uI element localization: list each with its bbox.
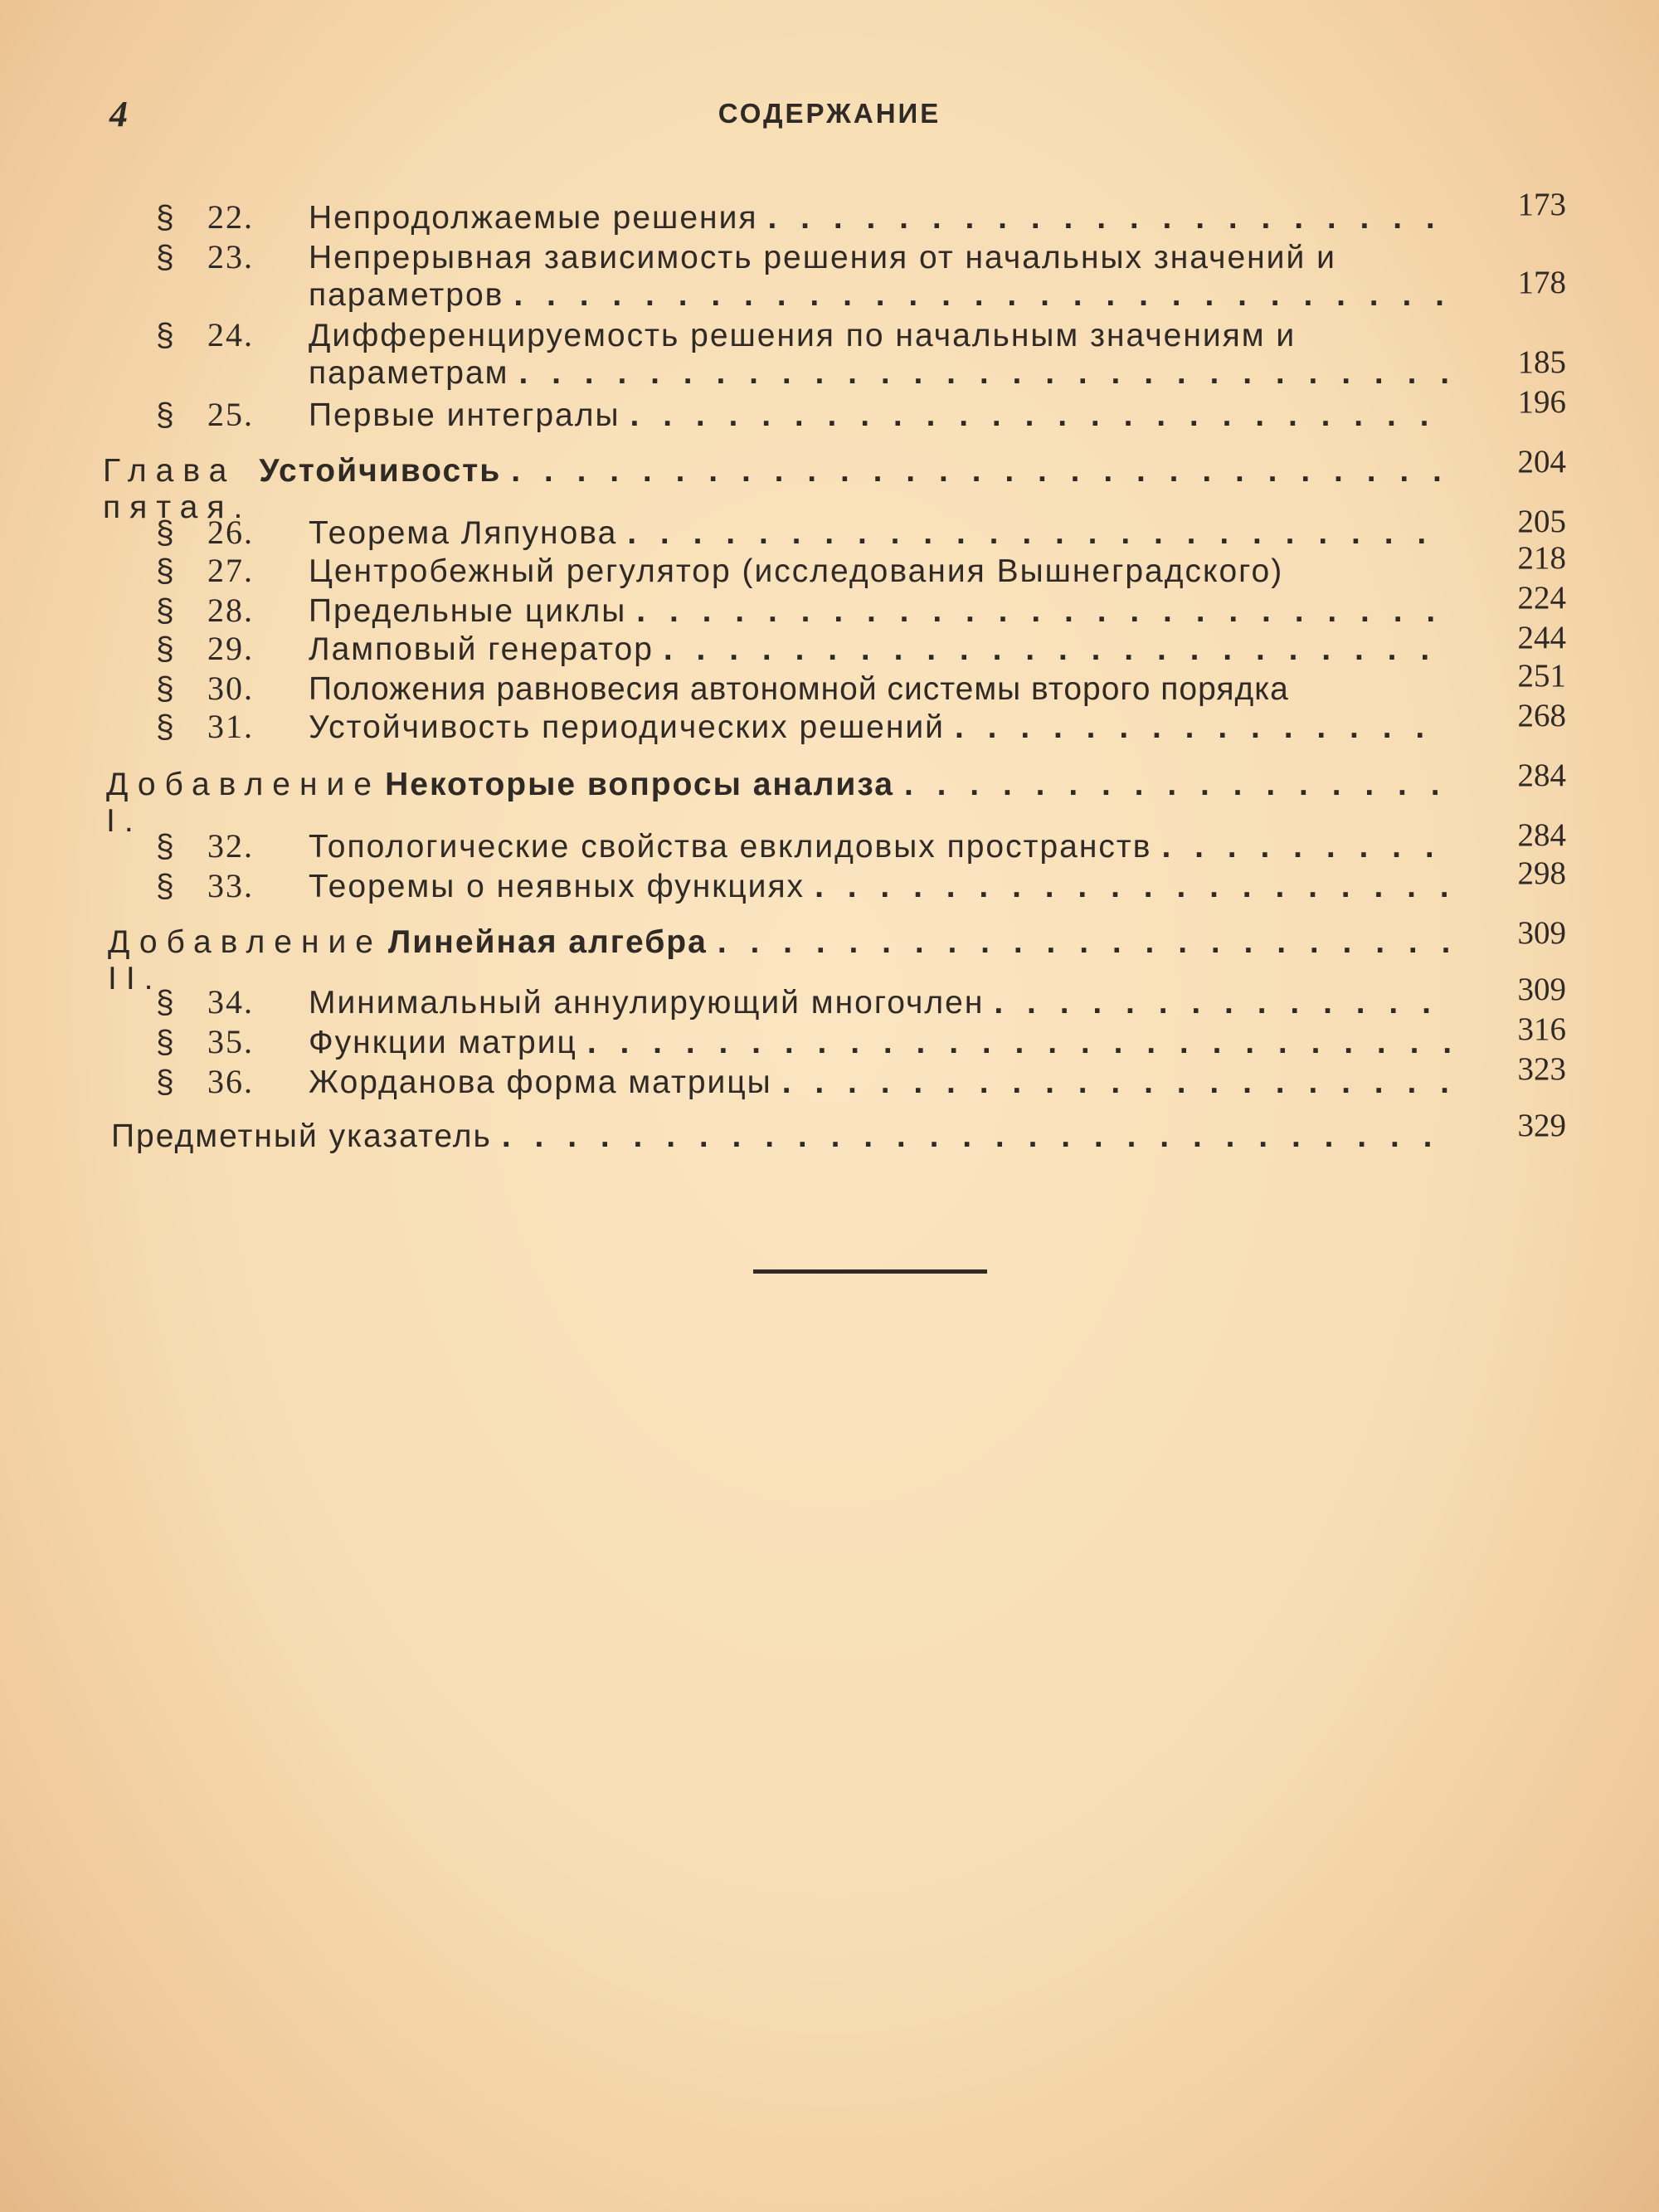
section-number: 25. [207,396,254,433]
section-sign: § [156,318,176,353]
section-title: Топологические свойства евклидовых пространств [309,829,1152,865]
toc-section-23-continuation [309,277,1460,314]
section-title: Жорданова форма матрицы [309,1065,772,1100]
section-number: 33. [207,867,254,904]
toc-page-ref: 218 [1517,540,1566,576]
leader-dots [513,277,1450,314]
section-title: Первые интегралы [309,397,620,433]
leader-dots [630,397,1450,434]
section-title-continuation: параметрам [309,355,509,391]
toc-section-24-continuation [309,355,1460,392]
section-sign: § [156,709,176,745]
section-sign: § [156,397,176,433]
section-title: Предельные циклы [309,593,627,629]
section-sign: § [156,1065,176,1100]
section-number: 36. [207,1063,254,1100]
section-title: Ламповый генератор [309,631,654,667]
leader-dots [1161,829,1450,865]
index-title: Предметный указатель [111,1118,492,1154]
toc-page-ref: 178 [1517,265,1566,300]
chapter-prefix: Глава пятая. [103,453,252,525]
leader-dots [994,985,1450,1021]
leader-dots [718,924,1450,961]
toc-page-ref: 173 [1517,187,1566,222]
section-sign: § [156,200,176,236]
leader-dots [587,1025,1450,1061]
leader-dots [782,1065,1450,1101]
toc-page-ref: 323 [1517,1051,1566,1087]
section-number: 30. [207,670,254,707]
chapter-title: Некоторые вопросы анализа [385,767,894,802]
section-title: Устойчивость периодических решений [309,709,945,745]
section-number: 22. [207,198,254,236]
toc-section-36 [156,1062,1460,1101]
section-title: Центробежный регулятор (исследования Вышнеградского) [309,553,1284,589]
section-title: Минимальный аннулирующий многочлен [309,985,985,1021]
section-sign: § [156,869,176,904]
chapter-prefix: Добавление I. [106,767,381,839]
toc-section-26 [156,513,1460,552]
toc-page-ref: 185 [1517,344,1566,380]
toc-page-ref: 316 [1517,1011,1566,1047]
section-sign: § [156,671,176,707]
leader-dots [664,631,1450,668]
leader-dots [636,593,1450,630]
section-title: Положения равновесия автономной системы второго порядка [309,671,1289,707]
toc-page-ref: 224 [1517,580,1566,616]
toc-section-23 [156,237,1460,276]
toc-section-27 [156,551,1460,590]
running-title: СОДЕРЖАНИЕ [718,98,941,129]
leader-dots [502,1118,1450,1155]
section-sign: § [156,593,176,629]
section-sign: § [156,240,176,275]
section-sign: § [156,985,176,1021]
section-number: 27. [207,552,254,589]
toc-page-ref: 284 [1517,758,1566,793]
toc-page-ref: 309 [1517,972,1566,1007]
toc-section-22 [156,197,1460,236]
toc-page-ref: 204 [1517,444,1566,480]
section-title: Теорема Ляпунова [309,515,618,551]
toc-page-ref: 268 [1517,698,1566,733]
toc-page-ref: 309 [1517,915,1566,951]
section-title: Функции матриц [309,1025,577,1060]
leader-dots [955,709,1450,746]
leader-dots [767,200,1450,236]
chapter-prefix: Добавление II. [108,924,382,996]
toc-page-ref: 298 [1517,855,1566,891]
toc-section-35 [156,1022,1460,1061]
toc-section-32 [156,826,1460,865]
toc-subject-index [111,1118,1460,1155]
toc-page-ref: 329 [1517,1108,1566,1143]
leader-dots [627,515,1450,552]
section-number: 28. [207,592,254,629]
section-title: Непродолжаемые решения [309,200,758,236]
section-number: 29. [207,630,254,667]
section-number: 35. [207,1023,254,1060]
chapter-title: Устойчивость [259,453,502,489]
end-rule [753,1269,987,1274]
section-title: Теоремы о неявных функциях [309,869,805,904]
leader-dots [815,869,1450,905]
section-sign: § [156,515,176,551]
toc-page-ref: 196 [1517,384,1566,420]
section-number: 23. [207,238,254,275]
section-number: 34. [207,983,254,1021]
toc-section-34 [156,982,1460,1021]
toc-section-29 [156,629,1460,668]
section-sign: § [156,1025,176,1060]
leader-dots [511,453,1450,490]
section-sign: § [156,631,176,667]
page-number: 4 [109,94,128,134]
toc-page-ref: 251 [1517,658,1566,694]
toc-section-28 [156,591,1460,630]
section-number: 26. [207,514,254,551]
section-number: 32. [207,827,254,865]
toc-section-30 [156,669,1460,708]
toc-page-ref: 284 [1517,817,1566,853]
section-title: Дифференцируемость решения по начальным значениям и [309,318,1297,353]
section-sign: § [156,829,176,865]
chapter-title: Линейная алгебра [387,924,708,960]
toc-page-ref: 205 [1517,504,1566,539]
section-number: 31. [207,708,254,745]
toc-section-33 [156,866,1460,905]
section-number: 24. [207,316,254,353]
section-sign: § [156,553,176,589]
leader-dots [904,767,1450,803]
toc-section-25 [156,395,1460,434]
section-title: Непрерывная зависимость решения от начальных значений и [309,240,1336,275]
toc-page-ref: 244 [1517,620,1566,655]
toc-section-31 [156,707,1460,746]
section-title-continuation: параметров [309,277,504,313]
toc-section-24 [156,315,1460,354]
leader-dots [518,355,1450,392]
